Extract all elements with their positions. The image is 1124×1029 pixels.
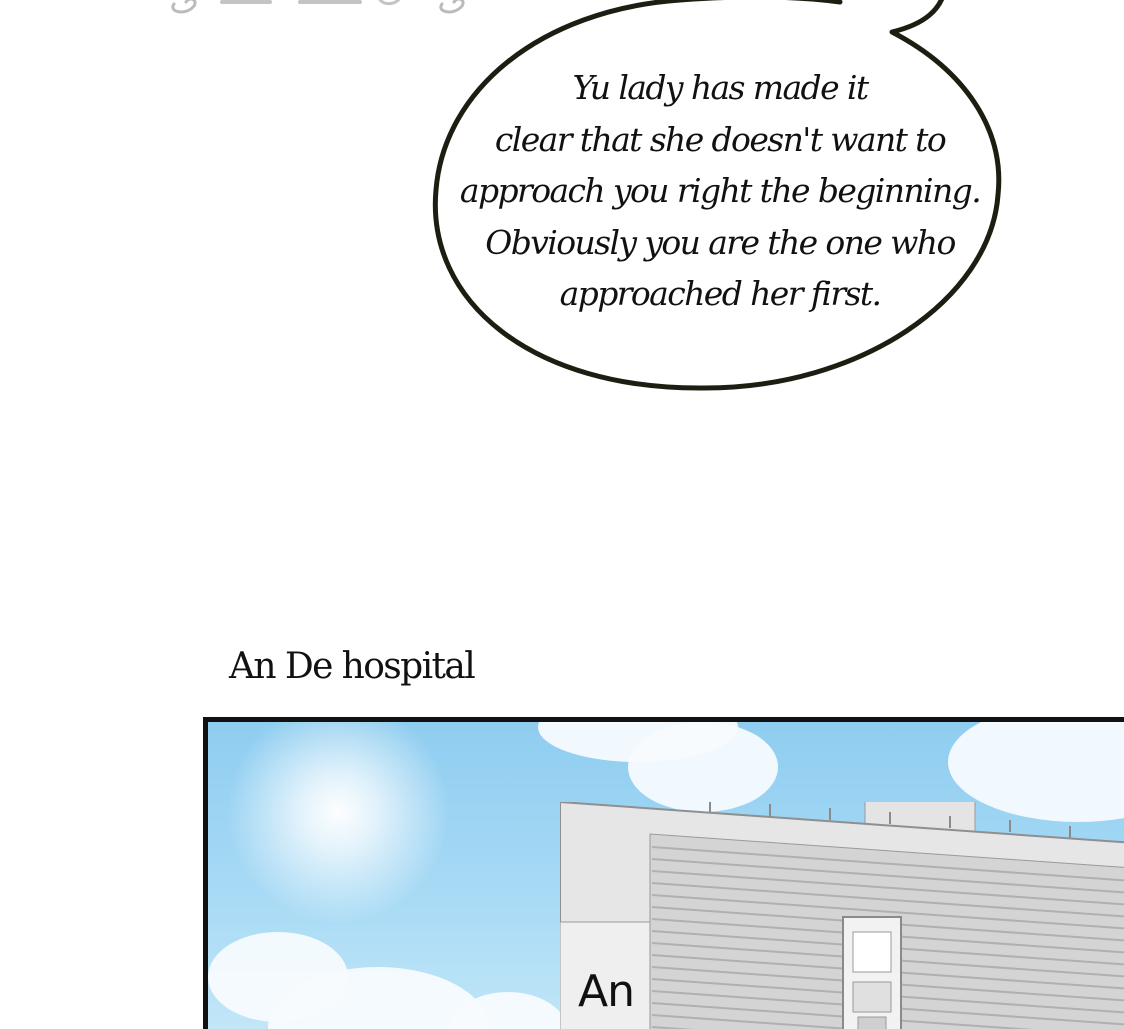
building-sign-text: An bbox=[578, 966, 634, 1017]
hospital-panel bbox=[203, 717, 1124, 1029]
cloud bbox=[628, 722, 778, 812]
speech-bubble-text: Yu lady has made it clear that she doesn't want to approach you right the beginning. Obviously you are the one who approached her first. bbox=[459, 68, 981, 313]
location-caption: An De hospital bbox=[229, 646, 475, 687]
hospital-building bbox=[560, 802, 1124, 1029]
sun-glare bbox=[228, 717, 448, 922]
